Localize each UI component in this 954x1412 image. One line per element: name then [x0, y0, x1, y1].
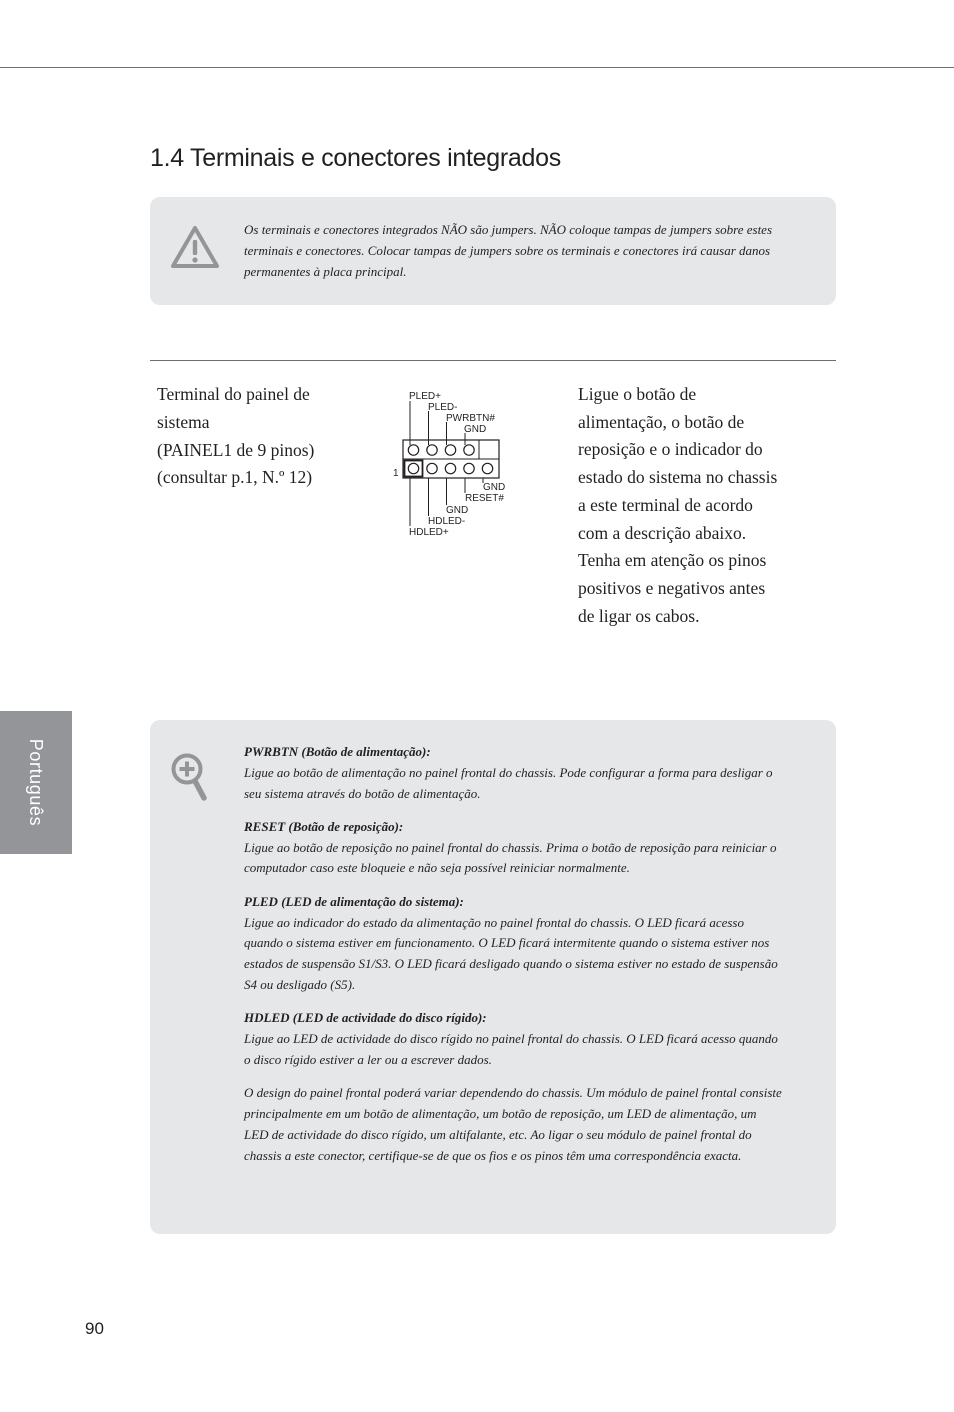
note-item-title: PWRBTN (Botão de alimentação): — [244, 744, 431, 759]
section-title: 1.4 Terminais e conectores integrados — [150, 144, 561, 172]
label-gnd-top: GND — [464, 424, 487, 435]
pin — [408, 445, 418, 455]
note-item — [244, 817, 784, 879]
label-pled-plus: PLED+ — [409, 391, 441, 402]
label-reset: RESET# — [465, 493, 504, 504]
panel-header-diagram — [385, 384, 525, 544]
pin — [408, 463, 418, 473]
label-gnd-right: GND — [483, 482, 506, 493]
section-divider — [150, 360, 836, 361]
note-closing-text: O design do painel frontal poderá variar dependendo do chassis. Um módulo de painel frontal consiste principalmente em um botão de alimentação, um botão de reposição, um LED de alimentação, um LED de actividade do disco rígido, um altifalante, etc. Ao ligar o seu módulo de painel frontal do chassis a este conector, certifique-se de que os fios e os pinos têm uma correspondência exacta. — [244, 1085, 782, 1163]
label-hdled-plus: HDLED+ — [409, 527, 449, 538]
note-item-body: Ligue ao botão de alimentação no painel frontal do chassis. Pode configurar a forma para desligar o seu sistema através do botão de alimentação. — [244, 764, 773, 801]
header-line: sistema — [157, 411, 210, 432]
note-box — [150, 720, 836, 1234]
caution-box — [150, 197, 836, 305]
language-tab — [0, 711, 72, 854]
pin — [445, 463, 455, 473]
note-item-body: Ligue ao LED de actividade do disco rígido no painel frontal do chassis. O LED ficará acesso quando o disco rígido estiver a ler ou a escrever dados. — [244, 1031, 778, 1067]
note-item-title: PLED (LED de alimentação do sistema): — [244, 893, 464, 909]
warning-triangle-icon — [170, 225, 220, 269]
header-line: (PAINEL1 de 9 pinos) — [157, 439, 315, 460]
pin — [482, 463, 492, 473]
language-tab-label: Português — [26, 738, 47, 827]
note-item-body: Ligue ao botão de reposição no painel frontal do chassis. Prima o botão de reposição para reiniciar o computador caso este bloqueie e não seja possível reiniciar normalmente. — [244, 839, 777, 876]
pin — [427, 445, 437, 455]
top-rule — [0, 67, 954, 68]
note-item-title: RESET (Botão de reposição): — [244, 818, 404, 834]
note-item — [244, 892, 784, 996]
page-number: 90 — [85, 1319, 104, 1338]
label-gnd-bottom: GND — [446, 505, 469, 516]
label-pled-minus: PLED- — [428, 402, 458, 413]
pin — [464, 445, 474, 455]
caution-text: Os terminais e conectores integrados NÃO são jumpers. NÃO coloque tampas de jumpers sobre estes terminais e conectores. Colocar tampas de jumpers sobre os terminais e conectores irá causar danos permanentes à placa principal. — [244, 222, 773, 279]
pin — [445, 445, 455, 455]
header-line: (consultar p.1, N.º 12) — [157, 467, 313, 488]
pin-one-label: 1 — [393, 468, 399, 479]
note-item — [244, 742, 784, 804]
pin — [464, 463, 474, 473]
note-content — [244, 742, 784, 1179]
note-item-title: HDLED (LED de actividade do disco rígido): — [244, 1010, 487, 1026]
label-hdled-minus: HDLED- — [428, 516, 466, 527]
header-label — [157, 381, 357, 492]
note-item-body: Ligue ao indicador do estado da alimentação no painel frontal do chassis. O LED ficará acesso quando o sistema estiver em funcionamento. O LED ficará intermitente quando o sistema estiver nos estados de suspensão S1/S3. O LED ficará desligado quando o sistema estiver no estado de suspensão S4 ou desligado (S5). — [244, 914, 778, 992]
label-pwrbtn: PWRBTN# — [446, 413, 495, 424]
note-item — [244, 1008, 784, 1070]
magnifier-plus-icon — [170, 752, 210, 804]
header-description: Ligue o botão de alimentação, o botão de reposição e o indicador do estado do sistema no chassis a este terminal de acordo com a descrição abaixo. Tenha em atenção os pinos positivos e negativos antes de ligar os cabos. — [578, 384, 778, 626]
pin — [427, 463, 437, 473]
header-line: Terminal do painel de — [157, 384, 310, 404]
note-closing — [244, 1083, 784, 1166]
